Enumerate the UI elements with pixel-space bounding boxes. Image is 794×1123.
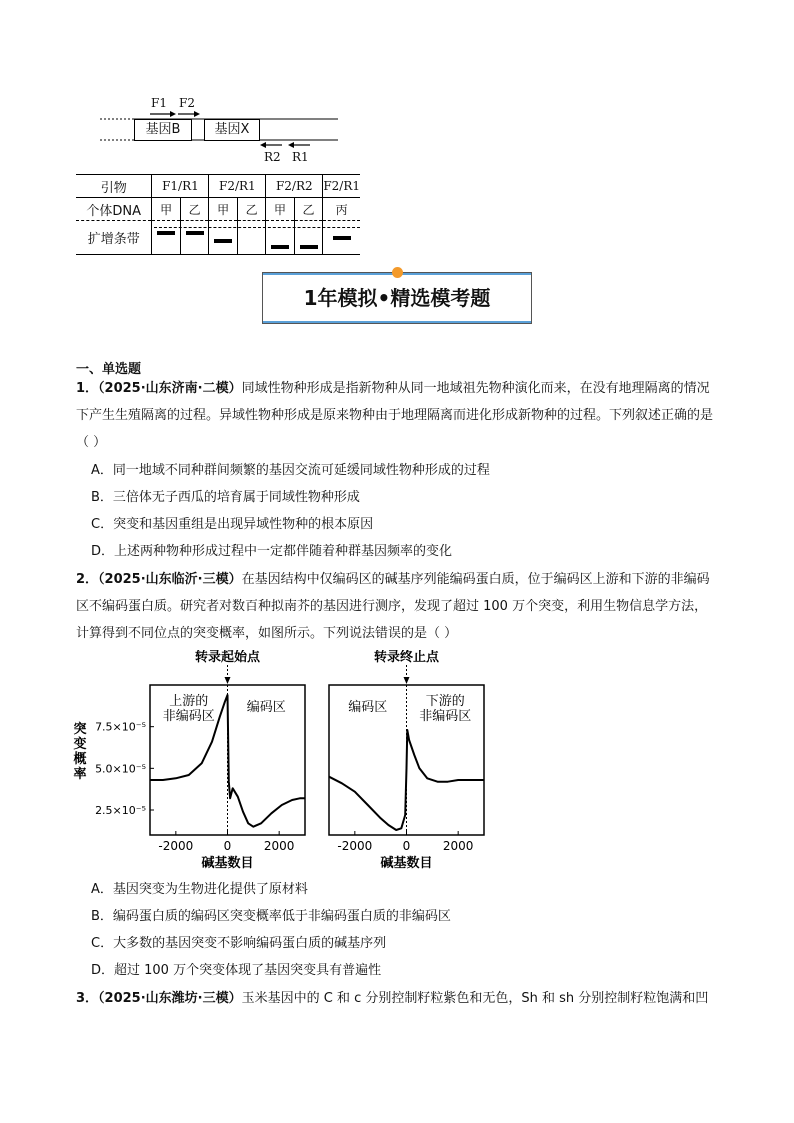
y-tick-label: 2.5×10⁻⁵	[95, 804, 146, 817]
banner-title: 1年模拟•精选模考题	[303, 286, 491, 310]
band-cell	[152, 221, 180, 255]
band-cell	[209, 221, 238, 255]
individual-cell: 甲	[266, 198, 294, 221]
q1-option-d[interactable]: D．上述两种物种形成过程中一定都伴随着种群基因频率的变化	[91, 544, 453, 559]
q2-option-b[interactable]: B．编码蛋白质的编码区突变概率低于非编码蛋白质的非编码区	[91, 909, 451, 924]
y-tick-label: 7.5×10⁻⁵	[95, 720, 146, 734]
primer-col-4: F2/R1	[323, 179, 360, 193]
q1-option-a[interactable]: A．同一地域不同种群间频繁的基因交流可延缓同域性物种形成的过程	[91, 463, 490, 478]
x-axis-label: 碱基数目	[201, 856, 254, 871]
y-axis-label: 突	[73, 722, 87, 737]
x-tick-label: -2000	[337, 839, 373, 853]
q1-option-c[interactable]: C．突变和基因重组是出现异域性物种的根本原因	[91, 517, 374, 532]
y-tick-label: 5.0×10⁻⁵	[95, 762, 146, 776]
q2-option-d[interactable]: D．超过 100 万个突变体现了基因突变具有普遍性	[91, 963, 382, 978]
band-cell	[266, 221, 294, 255]
region-label: 下游的	[425, 694, 465, 709]
question-2	[76, 566, 720, 647]
question-number: 1．	[76, 381, 99, 396]
question-source: （2025·山东临沂·三模）	[98, 572, 242, 587]
individual-cell: 乙	[180, 198, 208, 221]
band-mark	[300, 245, 318, 249]
question-number: 2．	[76, 572, 99, 587]
primer-header: 引物	[76, 175, 152, 198]
region-label: 非编码区	[162, 709, 215, 724]
x-tick-label: 2000	[263, 839, 295, 853]
individual-label: 个体DNA	[76, 198, 152, 221]
chart-title: 转录起始点	[194, 650, 261, 665]
band-cell	[323, 221, 360, 255]
arrow-down-icon	[225, 677, 231, 684]
y-axis-label: 变	[73, 737, 87, 752]
y-axis-label: 率	[73, 767, 87, 782]
band-mark	[186, 231, 204, 235]
primer-r2-label: R2	[264, 150, 281, 164]
band-cell	[237, 221, 265, 255]
q2-option-a[interactable]: A．基因突变为生物进化提供了原材料	[91, 882, 308, 897]
band-mark	[271, 245, 289, 249]
q1-option-b[interactable]: B．三倍体无子西瓜的培育属于同域性物种形成	[91, 490, 360, 505]
individual-cell: 丙	[335, 202, 348, 217]
primer-table	[76, 174, 360, 255]
primer-col-3: F2/R2	[266, 175, 323, 198]
primer-f2-label: F2	[179, 96, 195, 110]
question-1	[76, 375, 720, 456]
band-label: 扩增条带	[76, 221, 152, 255]
chart-title: 转录终止点	[373, 650, 440, 665]
x-tick-label: 2000	[442, 839, 474, 853]
mutation-chart-figure	[72, 650, 492, 872]
primer-col-2: F2/R1	[209, 175, 266, 198]
banner-dot	[392, 267, 403, 278]
question-3	[76, 985, 736, 1012]
section-title: 一、单选题	[76, 362, 142, 377]
band-mark	[214, 239, 232, 243]
question-source: （2025·山东潍坊·三模）	[98, 991, 242, 1006]
individual-cell: 乙	[294, 198, 323, 221]
table-dotted-divider	[154, 227, 360, 228]
question-number: 3．	[76, 991, 99, 1006]
section-banner	[262, 272, 532, 324]
x-tick-label: 0	[402, 839, 411, 853]
question-source: （2025·山东济南·二模）	[98, 381, 242, 396]
individual-cell: 乙	[237, 198, 265, 221]
primer-r1-label: R1	[292, 150, 309, 164]
arrow-down-icon	[404, 677, 410, 684]
gene-x-box: 基因X	[204, 119, 260, 141]
x-tick-label: -2000	[158, 839, 194, 853]
x-tick-label: 0	[223, 839, 232, 853]
region-label: 非编码区	[419, 709, 472, 724]
region-label: 编码区	[246, 700, 286, 715]
individual-cell: 甲	[152, 198, 180, 221]
region-label: 上游的	[169, 694, 209, 709]
question-stem: 玉米基因中的 C 和 c 分别控制籽粒紫色和无色，Sh 和 sh 分别控制籽粒饱满和凹	[241, 991, 709, 1006]
band-mark	[333, 236, 351, 240]
band-mark	[157, 231, 175, 235]
region-label: 编码区	[348, 700, 388, 715]
mutation-chart	[72, 650, 492, 872]
y-axis-label: 概	[73, 752, 87, 767]
primer-col-1: F1/R1	[152, 175, 209, 198]
gene-b-box: 基因B	[134, 119, 192, 141]
band-cell	[294, 221, 323, 255]
primer-f1-label: F1	[151, 96, 167, 110]
band-cell	[180, 221, 208, 255]
question-stem: 在基因结构中仅编码区的碱基序列能编码蛋白质，位于编码区上游和下游的非编码区不编码蛋白质。研究者对数百种拟南芥的基因进行测序，发现了超过 100 万个突变，利用生物信息学方法，计算得到不同位点的突变概率，如图所示。下列说法错误的是（ ）	[76, 572, 710, 641]
q2-option-c[interactable]: C．大多数的基因突变不影响编码蛋白质的碱基序列	[91, 936, 387, 951]
individual-cell: 甲	[209, 198, 238, 221]
question-stem: 同域性物种形成是指新物种从同一地域祖先物种演化而来，在没有地理隔离的情况下产生生殖隔离的过程。异域性物种形成是原来物种由于地理隔离而进化形成新物种的过程。下列叙述正确的是（ ）	[76, 381, 714, 450]
x-axis-label: 碱基数目	[380, 856, 433, 871]
gene-diagram	[76, 90, 366, 260]
